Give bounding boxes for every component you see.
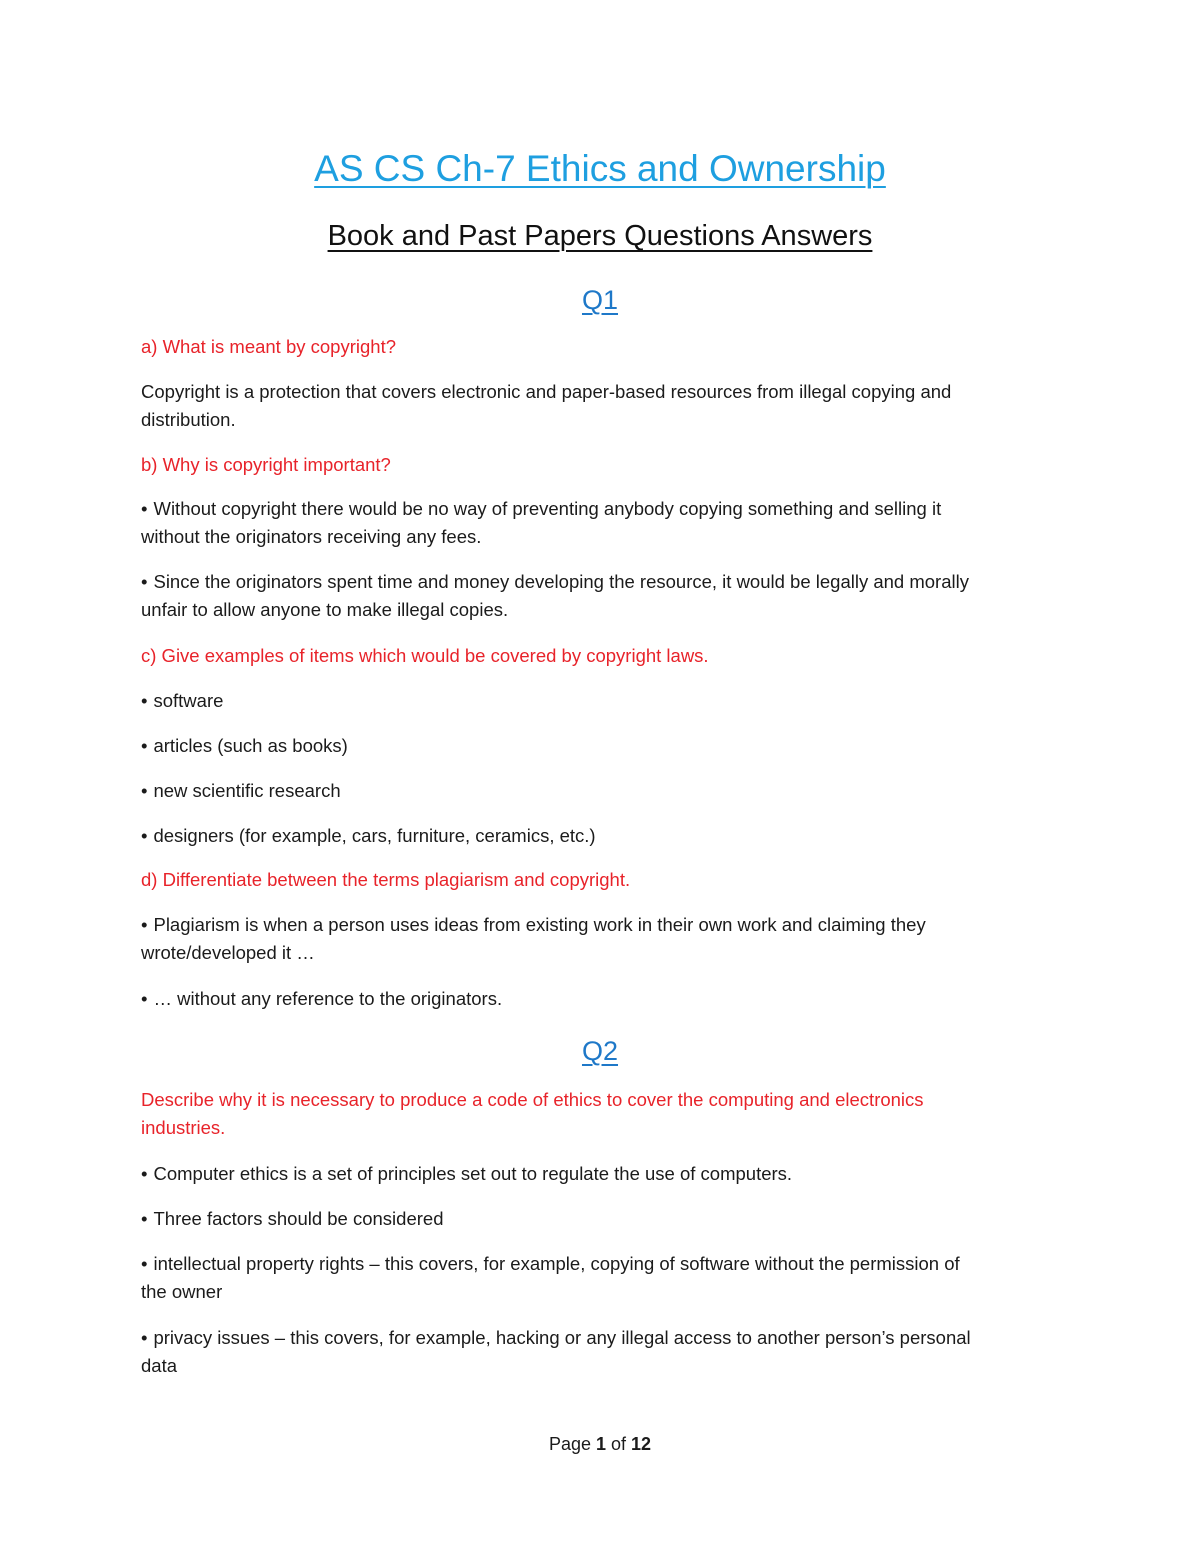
bullet-text: Computer ethics is a set of principles set out to regulate the use of computers. <box>153 1163 793 1184</box>
bullet-text: designers (for example, cars, furniture, ceramics, etc.) <box>153 825 596 846</box>
q1-a-question: a) What is meant by copyright? <box>141 336 396 357</box>
q1-c-item-3 <box>141 777 1061 805</box>
document-title: AS CS Ch-7 Ethics and Ownership <box>314 148 886 189</box>
q2-question-line-2: industries. <box>141 1117 226 1138</box>
q1-d-bullet-1-line-1 <box>141 911 1061 939</box>
q1-c-question: c) Give examples of items which would be covered by copyright laws. <box>141 645 709 666</box>
footer-total-pages: 12 <box>631 1434 652 1454</box>
q2-bullet-1 <box>141 1160 1061 1188</box>
bullet-icon: • <box>141 1327 148 1348</box>
document-subtitle: Book and Past Papers Questions Answers <box>327 220 873 252</box>
bullet-icon: • <box>141 735 148 756</box>
bullet-icon: • <box>141 1208 148 1229</box>
bullet-icon: • <box>141 498 148 519</box>
q1-b-bullet-2-line-1 <box>141 568 1061 596</box>
bullet-text: intellectual property rights – this covers, for example, copying of software without the permission of <box>153 1253 960 1274</box>
bullet-text: new scientific research <box>153 780 341 801</box>
q1-c-item-2 <box>141 732 1061 760</box>
bullet-text: Plagiarism is when a person uses ideas from existing work in their own work and claiming they <box>153 914 926 935</box>
q1-d-question: d) Differentiate between the terms plagiarism and copyright. <box>141 869 631 890</box>
q2-bullet-4-line-2: data <box>141 1355 178 1376</box>
q1-b-bullet-1-line-1 <box>141 495 1061 523</box>
page-footer <box>0 1431 1200 1457</box>
bullet-icon: • <box>141 780 148 801</box>
bullet-text: … without any reference to the originators. <box>153 988 503 1009</box>
footer-prefix: Page <box>548 1434 596 1454</box>
bullet-text: Without copyright there would be no way of preventing anybody copying something and selling it <box>153 498 942 519</box>
q2-bullet-3-line-2: the owner <box>141 1281 223 1302</box>
bullet-text: articles (such as books) <box>153 735 348 756</box>
q1-c-item-1 <box>141 687 1061 715</box>
bullet-icon: • <box>141 690 148 711</box>
bullet-icon: • <box>141 571 148 592</box>
q2-bullet-4-line-1 <box>141 1324 1061 1352</box>
q1-heading: Q1 <box>581 285 619 315</box>
q1-a-answer-line-2: distribution. <box>141 409 236 430</box>
q1-c-item-4 <box>141 822 1061 850</box>
footer-current-page: 1 <box>595 1434 606 1454</box>
bullet-icon: • <box>141 1253 148 1274</box>
bullet-text: privacy issues – this covers, for example, hacking or any illegal access to another person’s personal <box>153 1327 971 1348</box>
q1-d-bullet-2 <box>141 985 1061 1013</box>
q1-b-question: b) Why is copyright important? <box>141 454 391 475</box>
bullet-icon: • <box>141 825 148 846</box>
q2-bullet-3-line-1 <box>141 1250 1061 1278</box>
q1-a-answer-line-1: Copyright is a protection that covers electronic and paper-based resources from illegal copying and <box>141 381 952 402</box>
bullet-text: Since the originators spent time and money developing the resource, it would be legally and morally <box>153 571 969 592</box>
bullet-icon: • <box>141 988 148 1009</box>
bullet-text: Three factors should be considered <box>153 1208 444 1229</box>
q2-bullet-2 <box>141 1205 1061 1233</box>
q1-d-bullet-1-line-2: wrote/developed it … <box>141 942 315 963</box>
bullet-icon: • <box>141 1163 148 1184</box>
bullet-icon: • <box>141 914 148 935</box>
q2-question-line-1: Describe why it is necessary to produce a code of ethics to cover the computing and electronics <box>141 1089 924 1110</box>
q1-b-bullet-1-line-2: without the originators receiving any fees. <box>141 526 482 547</box>
bullet-text: software <box>153 690 224 711</box>
q1-b-bullet-2-line-2: unfair to allow anyone to make illegal copies. <box>141 599 509 620</box>
footer-middle: of <box>606 1434 632 1454</box>
q2-heading: Q2 <box>581 1036 619 1066</box>
